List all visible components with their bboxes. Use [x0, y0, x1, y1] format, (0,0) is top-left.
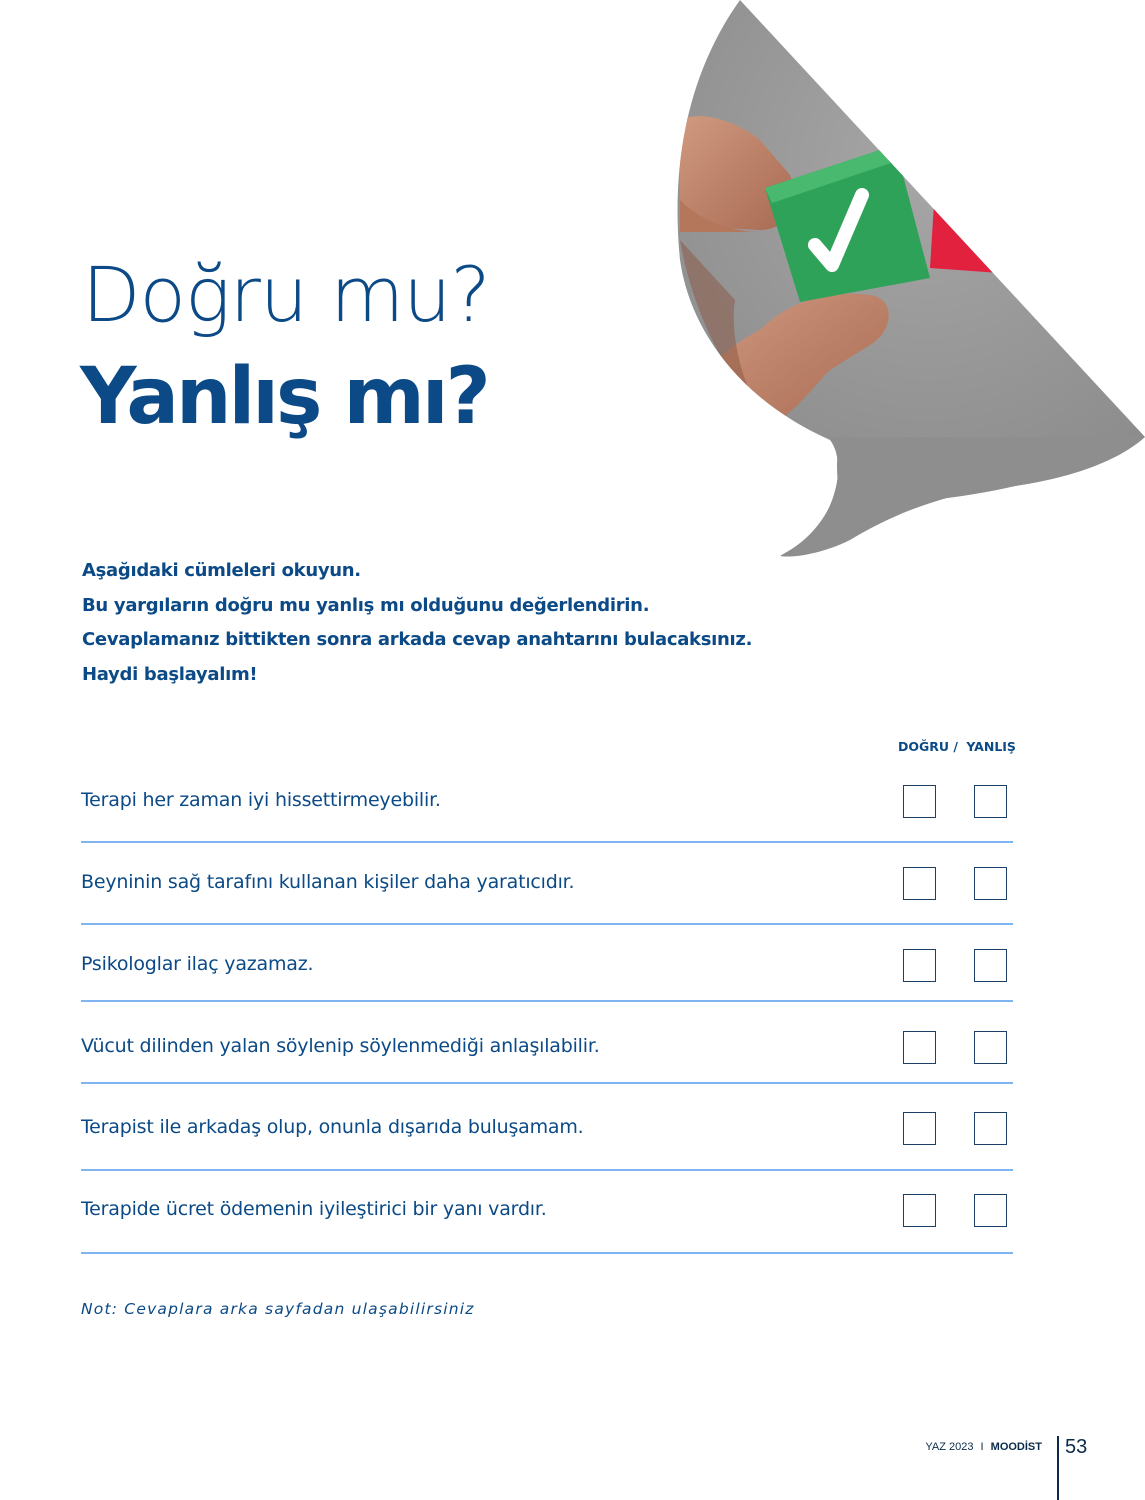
- statement-row: [81, 843, 1013, 925]
- intro-text: [82, 554, 982, 692]
- statement-text: Terapist ile arkadaş olup, onunla dışarıda buluşamam.: [81, 1116, 584, 1138]
- statement-text: Terapide ücret ödemenin iyileştirici bir yanı vardır.: [81, 1198, 547, 1220]
- false-checkbox[interactable]: [974, 785, 1007, 818]
- false-checkbox[interactable]: [974, 1194, 1007, 1227]
- true-checkbox[interactable]: [903, 1194, 936, 1227]
- magazine-name: MOODİST: [990, 1441, 1042, 1453]
- footer-issue: [925, 1441, 1042, 1453]
- intro-line: Haydi başlayalım!: [82, 663, 258, 685]
- false-checkbox[interactable]: [974, 949, 1007, 982]
- true-checkbox[interactable]: [903, 949, 936, 982]
- intro-line: Aşağıdaki cümleleri okuyun.: [82, 560, 361, 581]
- statement-row: [81, 925, 1013, 1002]
- true-column-label: DOĞRU /: [898, 739, 958, 754]
- true-checkbox[interactable]: [903, 867, 936, 900]
- title-line-1: Doğru mu?: [82, 250, 490, 339]
- statement-row: [81, 780, 1013, 843]
- true-checkbox[interactable]: [903, 785, 936, 818]
- column-headers: [898, 739, 1016, 754]
- false-checkbox[interactable]: [974, 1112, 1007, 1145]
- intro-line: Bu yargıların doğru mu yanlış mı olduğunu değerlendirin.: [82, 594, 650, 616]
- intro-line: Cevaplamanız bittikten sonra arkada cevap anahtarını bulacaksınız.: [82, 629, 753, 650]
- title-line-2: Yanlış mı?: [80, 352, 488, 442]
- statement-text: Terapi her zaman iyi hissettirmeyebilir.: [81, 789, 441, 811]
- false-checkbox[interactable]: [974, 1031, 1007, 1064]
- statement-text: Vücut dilinden yalan söylenip söylenmediği anlaşılabilir.: [81, 1035, 600, 1057]
- statement-row: [81, 1084, 1013, 1171]
- statement-row: [81, 1002, 1013, 1084]
- false-column-label: YANLIŞ: [966, 739, 1016, 754]
- statement-text: Psikologlar ilaç yazamaz.: [81, 953, 314, 975]
- footer-divider: [1057, 1436, 1059, 1500]
- false-checkbox[interactable]: [974, 867, 1007, 900]
- true-checkbox[interactable]: [903, 1031, 936, 1064]
- footer-separator: I: [980, 1441, 984, 1453]
- answer-note: Not: Cevaplara arka sayfadan ulaşabilirsiniz: [81, 1300, 475, 1318]
- statement-text: Beyninin sağ tarafını kullanan kişiler daha yaratıcıdır.: [81, 871, 575, 893]
- statement-row: [81, 1171, 1013, 1254]
- true-checkbox[interactable]: [903, 1112, 936, 1145]
- issue-label: YAZ 2023: [925, 1441, 974, 1453]
- section-tag: test: [1022, 86, 1061, 112]
- page-number: 53: [1065, 1436, 1088, 1458]
